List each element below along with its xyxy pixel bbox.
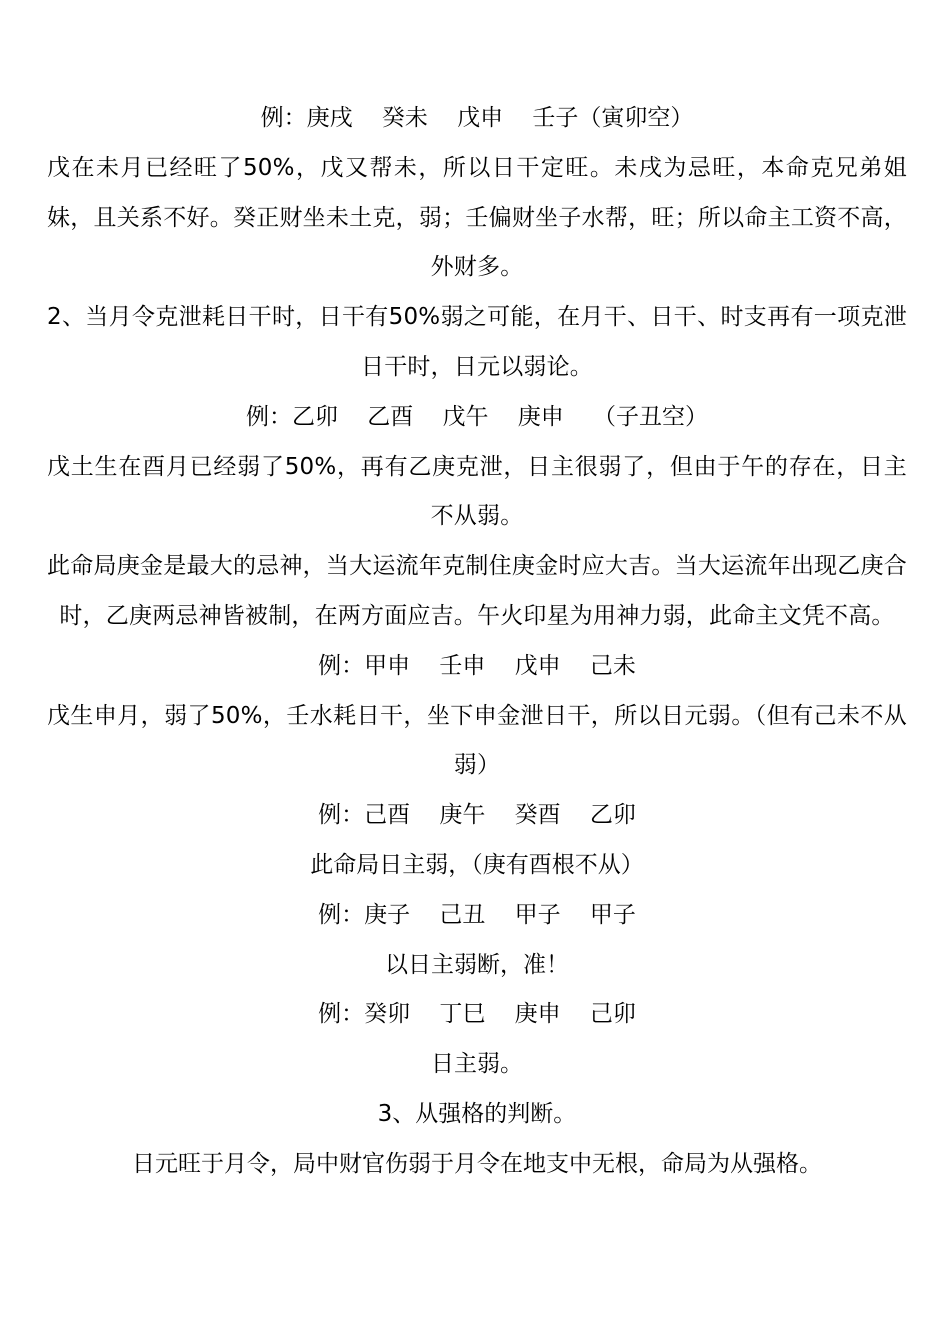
paragraph-6: 以日主弱断，准！ <box>385 951 569 978</box>
example-line-3: 例：甲申 壬申 戊申 己未 <box>318 652 636 679</box>
example-line-5: 例：庚子 己丑 甲子 甲子 <box>318 901 636 928</box>
paragraph-3: 此命局庚金是最大的忌神，当大运流年克制住庚金时应大吉。当大运流年出现乙庚合时，乙庚两忌神皆被制，在两方面应吉。午火印星为用神力弱，此命主文凭不高。 <box>47 553 907 629</box>
example-line-1: 例：庚戌 癸未 戊申 壬子（寅卯空） <box>260 105 694 131</box>
paragraph-5: 此命局日主弱，（庚有酉根不从） <box>310 851 644 878</box>
paragraph-8: 日元旺于月令，局中财官伤弱于月令在地支中无根，命局为从强格。 <box>132 1150 822 1177</box>
section-heading-2: 2、当月令克泄耗日干时，日干有50%弱之可能，在月干、日干、时支再有一项克泄日干时，日元以弱论。 <box>47 304 907 380</box>
example-line-6: 例：癸卯 丁巳 庚申 己卯 <box>318 1001 636 1028</box>
paragraph-4: 戊生申月，弱了50%，壬水耗日干，坐下申金泄日干，所以日元弱。（但有己未不从弱） <box>47 702 907 779</box>
paragraph-7: 日主弱。 <box>431 1051 523 1078</box>
section-heading-3: 3、从强格的判断。 <box>377 1100 577 1127</box>
paragraph-1: 戊在未月已经旺了50%，戊又帮未，所以日干定旺。未戌为忌旺，本命克兄弟姐妹，且关系不好。癸正财坐未土克，弱；壬偏财坐子水帮，旺；所以命主工资不高，外财多。 <box>47 154 907 281</box>
document-page <box>47 94 907 1190</box>
paragraph-2: 戊土生在酉月已经弱了50%，再有乙庚克泄，日主很弱了，但由于午的存在，日主不从弱。 <box>47 453 907 530</box>
example-line-4: 例：己酉 庚午 癸酉 乙卯 <box>318 802 636 829</box>
example-line-2: 例：乙卯 乙酉 戊午 庚申 （子丑空） <box>246 403 708 430</box>
